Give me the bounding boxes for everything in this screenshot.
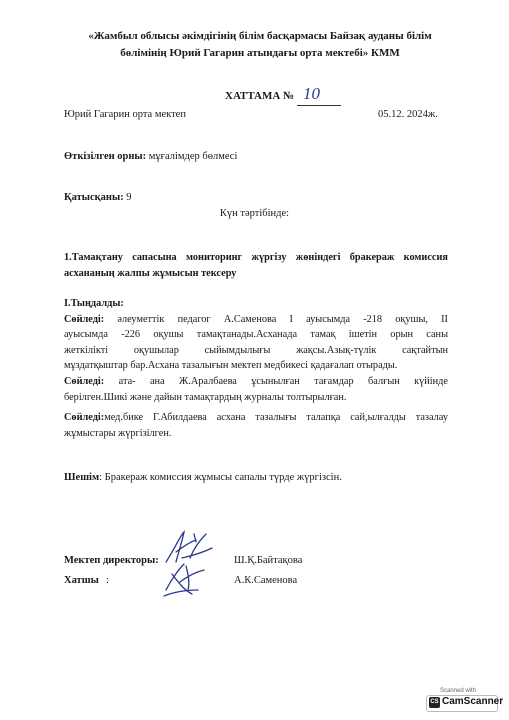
speaker-1-text-1: әлеуметтік педагог А.Саменова І ауысымда -218 оқушы, ІІ: [104, 313, 448, 325]
protocol-date: 05.12. 2024ж.: [378, 109, 438, 120]
speaker-2-line-1: [64, 374, 448, 390]
speaker-2-label: Сөйледі:: [64, 376, 105, 387]
location-value: мұғалімдер бөлмесі: [146, 151, 238, 162]
decision: [64, 472, 342, 483]
heard-section: [64, 296, 448, 374]
secretary-colon: :: [106, 575, 109, 586]
attendees-label: Қатысқаны:: [64, 192, 124, 203]
watermark-name: CamScanner: [442, 696, 504, 707]
speaker-3-line-1: [64, 410, 448, 426]
agenda-item: [64, 250, 448, 281]
secretary-name: А.К.Саменова: [234, 575, 298, 586]
speaker-1-line-1: [64, 312, 448, 328]
speaker-3: [64, 410, 448, 441]
director-label: Мектеп директоры:: [64, 555, 159, 566]
decision-label: Шешім: [64, 472, 100, 483]
speaker-3-text-1: мед.бике Г.Абилдаева асхана тазалығы талапқа сай,ылғалды тазалау: [104, 412, 448, 423]
speaker-3-line-2: жұмыстары жүргізілген.: [64, 427, 172, 439]
speaker-1-label: Сөйледі:: [64, 313, 105, 325]
agenda-heading: Күн тәртібінде:: [219, 208, 290, 219]
director-signature: [160, 528, 220, 570]
speaker-2: [64, 374, 448, 405]
attendees: [64, 192, 132, 203]
protocol-title-label: ХАТТАМА №: [225, 90, 295, 102]
director-name: Ш.Қ.Байтақова: [234, 555, 303, 566]
decision-value: : Бракераж комиссия жұмысы сапалы түрде жүргізсін.: [99, 472, 342, 483]
header-line-2: бөлімінің Юрий Гагарин атындағы орта мектебі» КММ: [120, 47, 400, 59]
secretary-label: Хатшы: [64, 575, 99, 586]
camscanner-logo-icon: CS: [429, 697, 440, 708]
speaker-3-label: Сөйледі:: [64, 412, 105, 423]
speaker-1-line-4: мұздатқыштар бар.Асхана тазалығын мектеп медбикесі қадағалап отырады.: [64, 360, 398, 371]
protocol-number: 10: [303, 84, 320, 103]
school-name: Юрий Гагарин орта мектеп: [64, 109, 186, 120]
protocol-number-underline: [297, 104, 341, 106]
attendees-value: 9: [123, 192, 132, 203]
speaker-2-line-2: берілген.Шикі және дайын тамақтардың журналы толтырылған.: [64, 391, 347, 403]
location-label: Өткізілген орны:: [64, 151, 147, 162]
document-header: [60, 28, 460, 62]
header-line-1: «Жамбыл облысы әкімдігінің білім басқармасы Байзақ ауданы білім: [88, 30, 432, 42]
camscanner-watermark: [426, 688, 504, 712]
speaker-1-line-3: жеткілікті оқушылар сыйымдылығы жақсы.Азық-түлік сақтайтын: [64, 344, 448, 356]
watermark-small-text: Scanned with: [440, 688, 477, 694]
speaker-2-text-1: ата- ана Ж.Аралбаева ұсынылған тағамдар балғын күйінде: [104, 376, 448, 387]
speaker-1-line-2: ауысымда -226 оқушы тамақтанады.Асханада тамақ ішетін орын саны: [64, 329, 448, 340]
heard-heading: І.Тыңдалды:: [64, 298, 124, 309]
agenda-item-line-1: 1.Тамақтану сапасына мониторинг жүргізу жөніндегі бракераж комиссия: [64, 252, 448, 263]
agenda-item-line-2: асхананың жалпы жұмысын тексеру: [64, 267, 237, 279]
secretary-label-row: [64, 575, 109, 586]
location: [64, 151, 237, 162]
protocol-title: [225, 84, 320, 103]
secretary-signature: [158, 560, 210, 600]
